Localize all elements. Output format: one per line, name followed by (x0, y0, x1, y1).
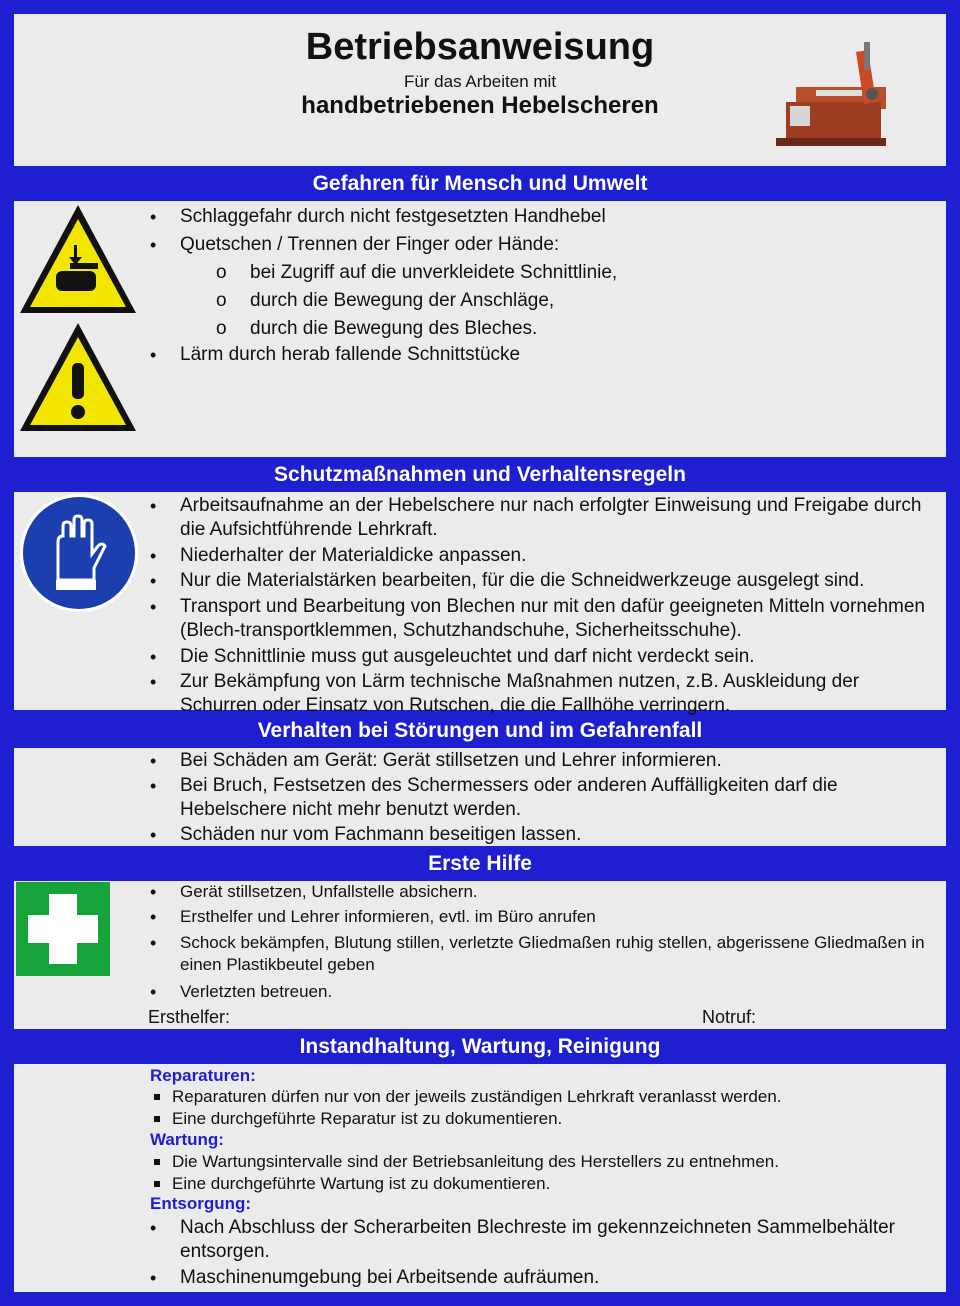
list-item: Eine durchgeführte Reparatur ist zu dokumentieren. (150, 1108, 940, 1130)
document-title: Betriebsanweisung (305, 26, 655, 68)
list-item: • Schlaggefahr durch nicht festgesetzten Handhebel (146, 205, 936, 229)
gloves-mandatory-icon (18, 492, 140, 614)
list-item: • Quetschen / Trennen der Finger oder Hände: (146, 233, 936, 257)
list-item: • Bei Bruch, Festsetzen des Schermessers oder anderen Auffälligkeiten darf die Hebelschere nicht mehr benutzt werden. (146, 774, 936, 822)
section-title-gefahren: Gefahren für Mensch und Umwelt (312, 172, 648, 195)
list-item: • Maschinenumgebung bei Arbeitsende aufräumen. (146, 1266, 936, 1290)
gefahren-list (146, 205, 936, 257)
list-item: Reparaturen dürfen nur von der jeweils zuständigen Lehrkraft veranlasst werden. (150, 1086, 940, 1108)
sub-marker: o (216, 262, 227, 283)
entsorgung-label: Entsorgung: (150, 1194, 252, 1213)
list-item: • Ersthelfer und Lehrer informieren, evtl. im Büro anrufen (146, 906, 936, 928)
list-item: Die Wartungsintervalle sind der Betriebsanleitung des Herstellers zu entnehmen. (150, 1151, 940, 1173)
instandhaltung-panel (14, 1064, 946, 1292)
erste-hilfe-panel (14, 881, 946, 1029)
section-title-erste-hilfe: Erste Hilfe (428, 852, 532, 875)
list-item: • Schäden nur vom Fachmann beseitigen lassen. (146, 823, 936, 847)
sub-marker: o (216, 290, 227, 311)
stoerung-panel (14, 748, 946, 846)
list-item: • Zur Bekämpfung von Lärm technische Maßnahmen nutzen, z.B. Auskleidung der Schurren oder Einsatz von Rutschen, die die Fallhöhe verringern. (146, 670, 936, 718)
wartung-label: Wartung: (150, 1130, 224, 1149)
list-item: • Arbeitsaufnahme an der Hebelschere nur nach erfolgter Einweisung und Freigabe durch die Aufsichtführende Lehrkraft. (146, 494, 936, 542)
schutz-panel (14, 492, 946, 716)
sub-marker: o (216, 318, 227, 339)
notruf-label: Notruf: (702, 1007, 757, 1027)
reparaturen-label: Reparaturen: (150, 1066, 256, 1085)
general-warning-icon (16, 319, 140, 437)
gefahren-list-end (146, 343, 936, 367)
list-item: • Die Schnittlinie muss gut ausgeleuchtet und darf nicht verdeckt sein. (146, 645, 936, 669)
list-item: • Bei Schäden am Gerät: Gerät stillsetzen und Lehrer informieren. (146, 749, 936, 773)
list-item: • Schock bekämpfen, Blutung stillen, verletzte Gliedmaßen ruhig stellen, abgerissene Gliedmaßen in einen Plastikbeutel geben (146, 932, 936, 976)
sub-list-item: o durch die Bewegung der Anschläge, (216, 290, 555, 311)
list-item: Eine durchgeführte Wartung ist zu dokumentieren. (150, 1173, 940, 1195)
document-subject: handbetriebenen Hebelscheren (301, 92, 659, 119)
hand-crush-warning-icon (16, 201, 140, 319)
sub-list-item: o durch die Bewegung des Bleches. (216, 318, 538, 339)
shear-machine-icon (776, 32, 896, 160)
list-item: • Verletzten betreuen. (146, 981, 936, 1003)
entsorgung-list (146, 1216, 936, 1290)
section-title-schutz: Schutzmaßnahmen und Verhaltensregeln (274, 463, 686, 486)
list-item: • Nur die Materialstärken bearbeiten, für die die Schneidwerkzeuge ausgelegt sind. (146, 569, 936, 593)
document-subtitle: Für das Arbeiten mit (403, 72, 557, 91)
list-item: • Transport und Bearbeitung von Blechen nur mit den dafür geeigneten Mitteln vornehmen (Blech-transportklemmen, Schutzhandschuhe, Sicherheitsschuhe). (146, 595, 936, 643)
ersthelfer-label: Ersthelfer: (148, 1007, 231, 1027)
wartung-list (150, 1151, 940, 1195)
list-item: • Nach Abschluss der Scherarbeiten Blechreste im gekennzeichneten Sammelbehälter entsorgen. (146, 1216, 936, 1264)
stoerung-list (146, 749, 936, 847)
list-item: • Gerät stillsetzen, Unfallstelle absichern. (146, 881, 936, 903)
header-panel (14, 14, 946, 166)
section-title-stoerung: Verhalten bei Störungen und im Gefahrenfall (257, 719, 703, 742)
list-item: • Lärm durch herab fallende Schnittstücke (146, 343, 936, 367)
schutz-list (146, 494, 936, 718)
sub-list-item: o bei Zugriff auf die unverkleidete Schnittlinie, (216, 262, 618, 283)
first-aid-icon (16, 882, 110, 976)
section-title-instandhaltung: Instandhaltung, Wartung, Reinigung (299, 1035, 661, 1058)
erste-hilfe-list (146, 881, 936, 1003)
reparaturen-list (150, 1086, 940, 1130)
list-item: • Niederhalter der Materialdicke anpassen. (146, 544, 936, 568)
gefahren-panel (14, 201, 946, 457)
